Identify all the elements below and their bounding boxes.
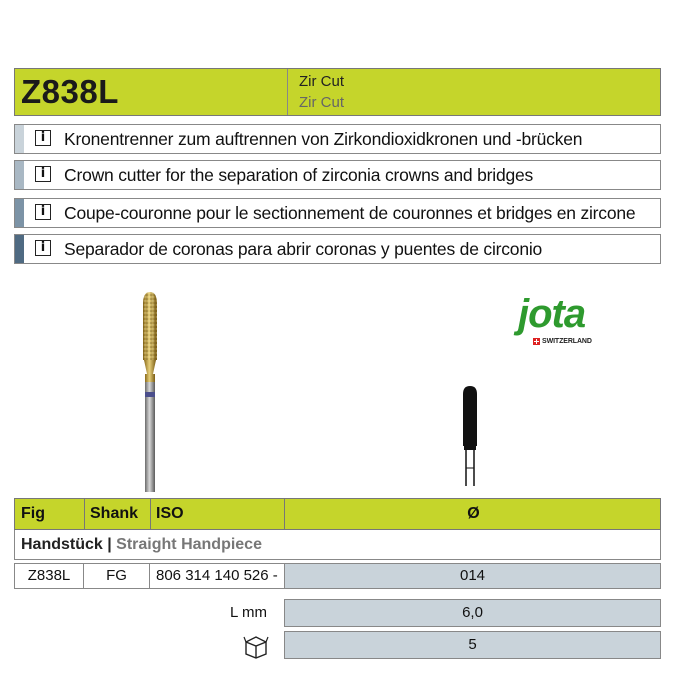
- package-box-icon: [243, 633, 269, 659]
- bur-drawing: [450, 382, 490, 492]
- cell-shank: FG: [83, 563, 150, 589]
- package-quantity: 5: [284, 631, 661, 659]
- jota-logo: [518, 288, 618, 352]
- header-separator: [84, 499, 85, 529]
- logo-wordmark: jota: [518, 292, 586, 336]
- table-header: [14, 498, 661, 530]
- info-icon: i: [35, 130, 51, 146]
- swiss-flag-icon: [533, 338, 540, 345]
- info-text: Separador de coronas para abrir coronas y puentes de circonio: [64, 239, 543, 259]
- length-value: 6,0: [284, 599, 661, 627]
- logo-subtitle: SWITZERLAND: [542, 338, 592, 345]
- section-row: [14, 530, 661, 560]
- product-name: Zir Cut: [299, 73, 344, 90]
- info-bar: [15, 161, 24, 189]
- info-icon: i: [35, 240, 51, 256]
- header-fig: Fig: [21, 505, 45, 522]
- header-diameter: Ø: [467, 505, 480, 522]
- cell-iso: 806 314 140 526 -: [149, 563, 285, 589]
- product-header: [14, 68, 661, 116]
- info-row-en: [14, 160, 661, 190]
- section-title-en: Straight Handpiece: [116, 536, 262, 553]
- info-bar: [15, 125, 24, 153]
- info-row-es: [14, 234, 661, 264]
- section-separator: |: [102, 536, 117, 553]
- cell-fig: Z838L: [14, 563, 84, 589]
- product-code: Z838L: [21, 73, 119, 110]
- header-divider: [287, 69, 288, 115]
- info-row-de: [14, 124, 661, 154]
- header-separator: [150, 499, 151, 529]
- table-row: [14, 563, 661, 589]
- info-icon: i: [35, 204, 51, 220]
- info-text: Coupe-couronne pour le sectionnement de couronnes et bridges en zircone: [64, 203, 636, 223]
- section-title: [21, 536, 262, 554]
- info-bar: [15, 199, 24, 227]
- section-title-de: Handstück: [21, 536, 103, 553]
- bur-photo: [130, 290, 170, 492]
- cell-diameter: 014: [284, 563, 661, 589]
- header-iso: ISO: [156, 505, 184, 522]
- info-text: Crown cutter for the separation of zirconia crowns and bridges: [64, 165, 534, 185]
- info-icon: i: [35, 166, 51, 182]
- product-name-secondary: Zir Cut: [299, 94, 344, 111]
- header-shank: Shank: [90, 505, 139, 522]
- length-label: L mm: [230, 604, 267, 621]
- info-bar: [15, 235, 24, 263]
- info-row-fr: [14, 198, 661, 228]
- info-text: Kronentrenner zum auftrennen von Zirkondioxidkronen und -brücken: [64, 129, 583, 149]
